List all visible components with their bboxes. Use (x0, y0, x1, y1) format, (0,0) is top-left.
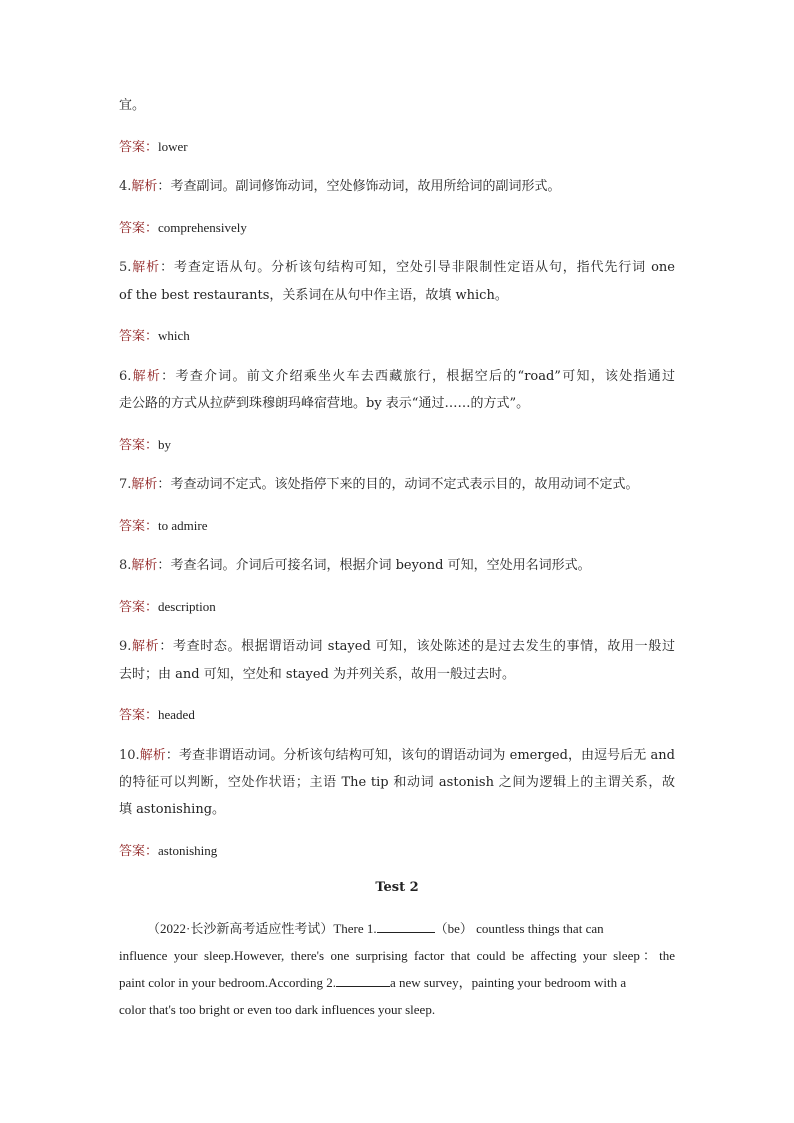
answer-line-7 (119, 516, 675, 537)
analysis-label: 解析 (131, 477, 158, 492)
analysis-text: 考查时态。根据谓语动词 stayed 可知，该处陈述的是过去发生的事情，故用一般过 (172, 639, 675, 654)
passage-line-3 (119, 973, 675, 993)
analysis-line-4 (119, 177, 675, 197)
item-number: 8. (119, 558, 132, 573)
answer-line-8 (119, 597, 675, 618)
analysis-text: 考查介词。前文介绍乘坐火车去西藏旅行，根据空后的“road”可知，该处指通过 (175, 369, 675, 384)
answer-label: 答案： (119, 438, 159, 453)
answer-label: 答案： (119, 600, 159, 615)
passage-line-1 (147, 919, 675, 939)
blank-2[interactable] (336, 974, 390, 987)
passage-line-2: influence your sleep.However, there's one surprising factor that could be affecting your sleep：the (119, 948, 675, 963)
answer-value: astonishing (158, 843, 218, 858)
passage-line-4: color that's too bright or even too dark influences your sleep. (119, 1002, 436, 1017)
analysis-label: 解析 (131, 369, 162, 384)
item-number: 5. (119, 260, 132, 275)
passage-text: paint color in your bedroom.According 2. (119, 975, 336, 990)
analysis-line-7 (119, 475, 675, 495)
analysis-text: 考查定语从句。分析该句结构可知，空处引导非限制性定语从句，指代先行词 one (173, 260, 675, 275)
lead-text: 宜。 (119, 98, 146, 113)
item-number: 4. (119, 179, 132, 194)
analysis-label: 解析 (131, 639, 160, 654)
answer-line-5 (119, 326, 675, 347)
answer-label: 答案： (119, 708, 159, 723)
colon: ： (161, 369, 176, 384)
analysis-line-10b: 的特征可以判断，空处作状语；主语 The tip 和动词 astonish 之间为逻辑上的主谓关系，故 (119, 775, 675, 790)
analysis-text: 考查非谓语动词。分析该句结构可知，该句的谓语动词为 emerged，由逗号后无 and (178, 748, 675, 763)
colon: ： (160, 260, 174, 275)
colon: ： (157, 179, 171, 194)
answer-line-3 (119, 137, 675, 158)
analysis-text: 考查副词。副词修饰动词，空处修饰动词，故用所给词的副词形式。 (170, 179, 561, 194)
answer-label: 答案： (119, 844, 159, 859)
colon: ： (157, 477, 171, 492)
passage-text: （2022·长沙新高考适应性考试）There 1. (147, 921, 377, 936)
item-number: 10. (119, 748, 140, 763)
analysis-line-10 (119, 746, 675, 766)
answer-label: 答案： (119, 519, 159, 534)
section-title: Test 2 (375, 880, 419, 895)
answer-line-9 (119, 705, 675, 726)
analysis-line-10c: 填 astonishing。 (119, 802, 226, 817)
colon: ： (157, 558, 171, 573)
item-number: 6. (119, 369, 132, 384)
answer-value: description (158, 599, 216, 614)
answer-value: lower (158, 139, 188, 154)
analysis-line-6b: 走公路的方式从拉萨到珠穆朗玛峰宿营地。by 表示“通过……的方式”。 (119, 396, 530, 411)
blank-1[interactable] (377, 920, 435, 933)
analysis-label: 解析 (131, 558, 158, 573)
colon: ： (159, 639, 173, 654)
passage-text: （be） countless things that can (434, 921, 604, 936)
analysis-label: 解析 (139, 748, 166, 763)
answer-value: by (158, 437, 172, 452)
analysis-line-5b: of the best restaurants，关系词在从句中作主语，故填 which。 (119, 288, 508, 303)
item-number: 9. (119, 639, 132, 654)
answer-value: headed (158, 707, 195, 722)
analysis-label: 解析 (131, 179, 158, 194)
answer-value: which (158, 328, 190, 343)
analysis-text: 考查动词不定式。该处指停下来的目的，动词不定式表示目的，故用动词不定式。 (170, 477, 639, 492)
answer-value: comprehensively (158, 220, 247, 235)
item-number: 7. (119, 477, 132, 492)
answer-label: 答案： (119, 140, 159, 155)
analysis-line-9 (119, 637, 675, 657)
answer-line-4 (119, 218, 675, 239)
analysis-label: 解析 (131, 260, 161, 275)
analysis-line-8 (119, 556, 675, 576)
answer-value: to admire (158, 518, 208, 533)
colon: ： (165, 748, 179, 763)
answer-line-10 (119, 841, 675, 862)
analysis-line-5 (119, 258, 675, 278)
answer-line-6 (119, 435, 675, 456)
answer-label: 答案： (119, 221, 159, 236)
answer-label: 答案： (119, 329, 159, 344)
analysis-text: 考查名词。介词后可接名词，根据介词 beyond 可知，空处用名词形式。 (170, 558, 591, 573)
analysis-line-6 (119, 367, 675, 387)
analysis-line-9b: 去时；由 and 可知，空处和 stayed 为并列关系，故用一般过去时。 (119, 667, 515, 682)
passage-text: a new survey，painting your bedroom with a (389, 975, 627, 990)
